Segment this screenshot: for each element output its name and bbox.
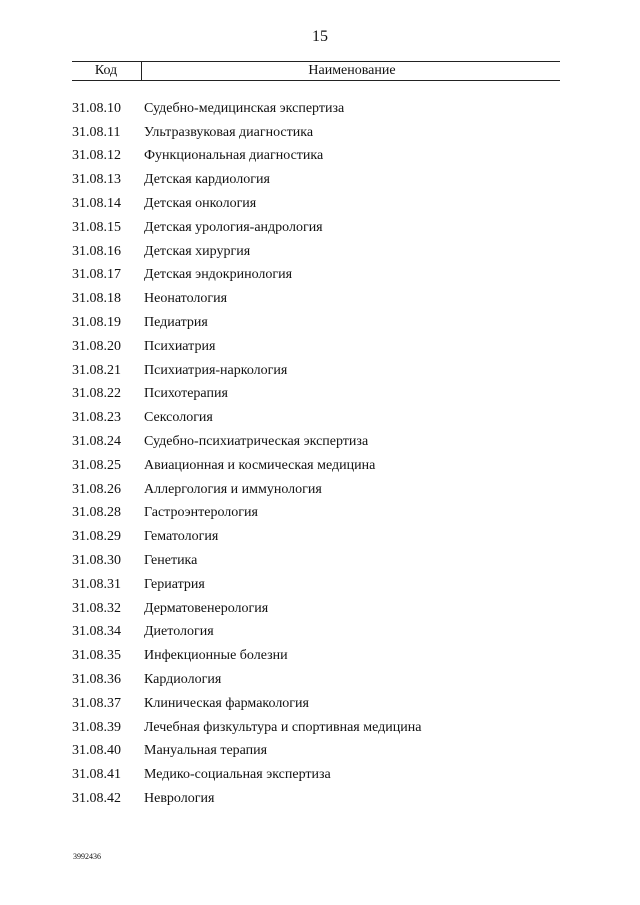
- row-name: Детская урология-андрология: [144, 219, 323, 235]
- table-header: [72, 62, 560, 81]
- row-name: Судебно-медицинская экспертиза: [144, 100, 345, 116]
- table-row: [72, 740, 562, 764]
- row-name: Инфекционные болезни: [144, 648, 288, 664]
- row-name: Клиническая фармакология: [144, 695, 309, 711]
- row-code: 31.08.31: [72, 576, 121, 592]
- specialty-list: [72, 97, 562, 811]
- table-row: [72, 192, 562, 216]
- row-name: Аллергология и иммунология: [144, 481, 322, 497]
- row-name: Неврология: [144, 791, 215, 806]
- row-code: 31.08.19: [72, 315, 121, 331]
- row-name: Ультразвуковая диагностика: [144, 124, 314, 140]
- table-row: [72, 383, 562, 407]
- row-name: Педиатрия: [144, 315, 208, 331]
- row-name: Диетология: [144, 624, 214, 640]
- row-name: Медико-социальная экспертиза: [144, 767, 331, 783]
- row-code: 31.08.16: [72, 243, 121, 259]
- row-name: Психиатрия-наркология: [144, 362, 288, 378]
- page-number: 15: [312, 28, 328, 45]
- table-row: [72, 335, 562, 359]
- table-row: [72, 668, 562, 692]
- row-code: 31.08.14: [72, 196, 121, 212]
- row-name: Детская кардиология: [144, 172, 270, 188]
- row-name: Кардиология: [144, 672, 222, 688]
- row-name: Сексология: [144, 410, 213, 426]
- document-id: 3992436: [73, 852, 101, 861]
- table-row: [72, 168, 562, 192]
- table-row: [72, 240, 562, 264]
- row-name: Психотерапия: [144, 386, 228, 402]
- table-row: [72, 716, 562, 740]
- header-divider: [141, 62, 142, 80]
- table-row: [72, 597, 562, 621]
- row-code: 31.08.18: [72, 291, 121, 307]
- row-code: 31.08.36: [72, 672, 121, 688]
- row-code: 31.08.29: [72, 529, 121, 545]
- table-row: [72, 692, 562, 716]
- table-row: [72, 478, 562, 502]
- row-code: 31.08.22: [72, 386, 121, 402]
- table-row: [72, 121, 562, 145]
- table-row: [72, 287, 562, 311]
- header-name: Наименование: [308, 63, 396, 78]
- row-name: Гериатрия: [144, 576, 205, 592]
- table-row: [72, 97, 562, 121]
- row-code: 31.08.26: [72, 481, 121, 497]
- table-row: [72, 454, 562, 478]
- header-code: Код: [94, 63, 118, 78]
- row-name: Авиационная и космическая медицина: [144, 457, 376, 473]
- row-code: 31.08.41: [72, 767, 121, 783]
- row-code: 31.08.17: [72, 267, 121, 283]
- row-name: Гематология: [144, 529, 219, 545]
- row-name: Мануальная терапия: [144, 743, 268, 759]
- row-name: Детская онкология: [144, 196, 257, 212]
- row-code: 31.08.12: [72, 148, 121, 164]
- row-code: 31.08.15: [72, 219, 121, 235]
- row-name: Детская хирургия: [144, 243, 251, 259]
- row-code: 31.08.28: [72, 505, 121, 521]
- header-top-rule: [72, 61, 560, 62]
- table-row: [72, 359, 562, 383]
- table-row: [72, 430, 562, 454]
- table-row: [72, 621, 562, 645]
- row-code: 31.08.11: [72, 124, 121, 140]
- row-code: 31.08.25: [72, 457, 121, 473]
- row-name: Судебно-психиатрическая экспертиза: [144, 434, 369, 450]
- row-code: 31.08.37: [72, 695, 121, 711]
- row-code: 31.08.23: [72, 410, 121, 426]
- table-row: [72, 763, 562, 787]
- row-code: 31.08.24: [72, 434, 121, 450]
- table-row: [72, 502, 562, 526]
- row-name: Неонатология: [144, 291, 228, 307]
- row-name: Гастроэнтерология: [144, 505, 258, 521]
- table-row: [72, 787, 562, 811]
- row-code: 31.08.40: [72, 743, 121, 759]
- table-row: [72, 573, 562, 597]
- table-row: [72, 549, 562, 573]
- row-code: 31.08.42: [72, 791, 121, 806]
- row-code: 31.08.21: [72, 362, 121, 378]
- row-name: Дерматовенерология: [144, 600, 269, 616]
- table-row: [72, 311, 562, 335]
- row-name: Психиатрия: [144, 338, 216, 354]
- row-code: 31.08.35: [72, 648, 121, 664]
- row-name: Генетика: [144, 553, 198, 569]
- row-code: 31.08.10: [72, 100, 121, 116]
- row-code: 31.08.30: [72, 553, 121, 569]
- row-code: 31.08.20: [72, 338, 121, 354]
- row-name: Лечебная физкультура и спортивная медицина: [144, 719, 422, 735]
- table-row: [72, 216, 562, 240]
- table-row: [72, 525, 562, 549]
- row-code: 31.08.13: [72, 172, 121, 188]
- row-name: Детская эндокринология: [144, 267, 293, 283]
- row-name: Функциональная диагностика: [144, 148, 324, 164]
- row-code: 31.08.34: [72, 624, 121, 640]
- table-row: [72, 644, 562, 668]
- table-row: [72, 145, 562, 169]
- table-row: [72, 264, 562, 288]
- row-code: 31.08.32: [72, 600, 121, 616]
- table-row: [72, 406, 562, 430]
- row-code: 31.08.39: [72, 719, 121, 735]
